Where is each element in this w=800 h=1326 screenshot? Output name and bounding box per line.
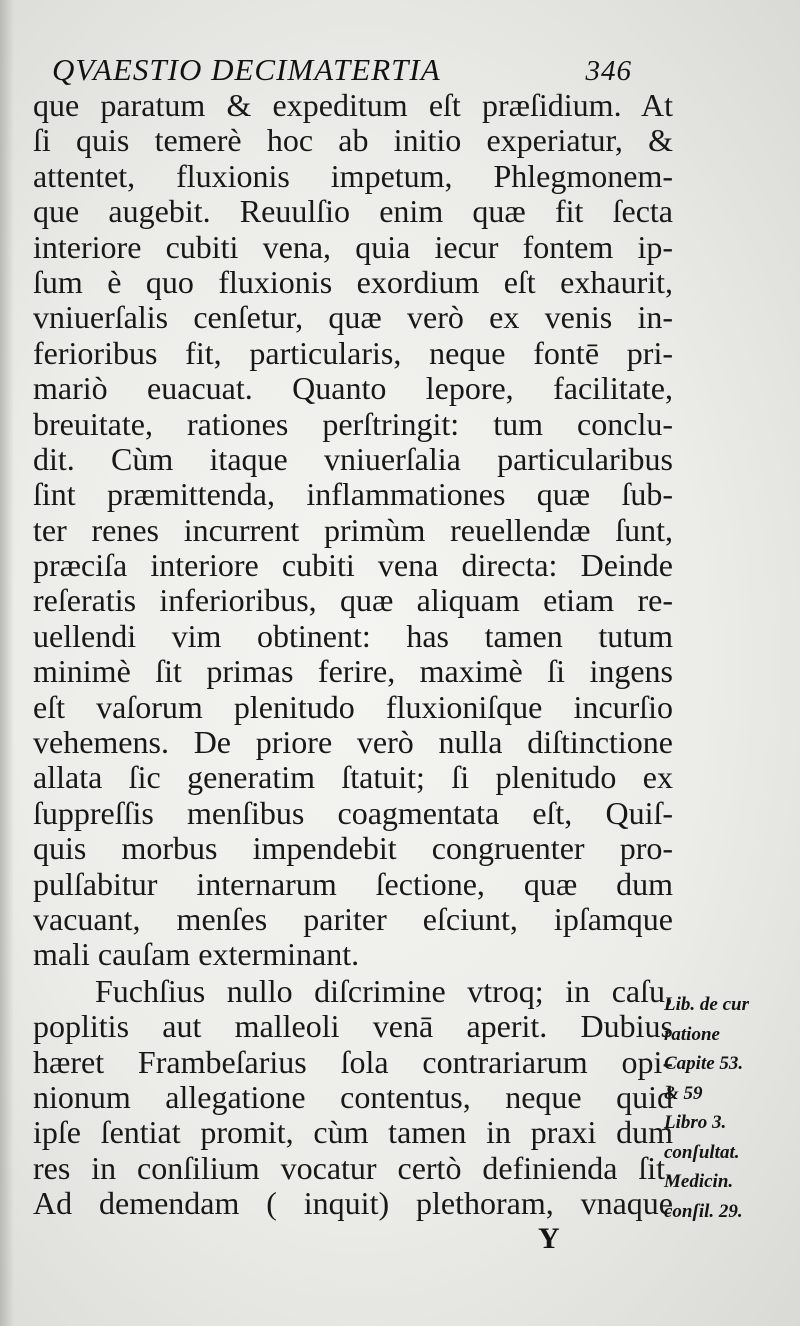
- text-line: interiore cubiti vena, quia iecur fontem ip-: [33, 228, 673, 265]
- text-line: ſi quis temerè hoc ab initio experiatur, &: [33, 122, 673, 159]
- marginal-note-line: conſultat.: [664, 1141, 740, 1163]
- marginal-note-line: Lib. de cur: [664, 994, 749, 1015]
- text-line: allata ſic generatim ſtatuit; ſi plenitudo ex: [33, 759, 673, 796]
- marginal-note: [664, 990, 800, 1226]
- paragraph-1: [33, 88, 673, 973]
- text-line: nionum allegatione contentus, neque quid: [33, 1078, 673, 1115]
- text-line: ſuppreſſis menſibus coagmentata eſt, Quiſ-: [33, 794, 673, 831]
- text-line: uellendi vim obtinent: has tamen tutum: [33, 617, 673, 654]
- text-line: reſeratis inferioribus, quæ aliquam etiam re-: [33, 582, 673, 619]
- text-line: ter renes incurrent primùm reuellendæ ſunt,: [33, 511, 673, 548]
- text-line: mali cauſam exterminant.: [33, 936, 360, 973]
- text-line: ſum è quo fluxionis exordium eſt exhaurit,: [33, 263, 673, 300]
- text-line: que paratum & expeditum eſt præſidium. At: [33, 87, 673, 123]
- text-line: minimè ſit primas ferire, maximè ſi ingens: [33, 653, 673, 690]
- marginal-note-line: & 59: [664, 1082, 703, 1104]
- page-number: 346: [585, 55, 632, 87]
- text-line: eſt vaſorum plenitudo fluxioniſque incurſio: [33, 688, 673, 725]
- running-title: QVAESTIO DECIMATERTIA: [52, 52, 441, 87]
- text-line: Fuchſius nullo diſcrimine vtroq; in caſu,: [95, 972, 673, 1009]
- text-line: vacuant, menſes pariter eſciunt, ipſamque: [33, 900, 673, 937]
- text-line: Ad demendam ( inquit) plethoram, vnaque: [33, 1185, 673, 1222]
- marginal-note-line: Libro 3.: [664, 1112, 727, 1133]
- signature-mark: Y: [538, 1222, 560, 1255]
- text-line: pulſabitur internarum ſectione, quæ dum: [33, 865, 673, 902]
- text-line: ferioribus fit, particularis, neque fontē pri-: [33, 334, 673, 371]
- text-line: vniuerſalis cenſetur, quæ verò ex venis in-: [33, 299, 673, 336]
- text-line: quis morbus impendebit congruenter pro-: [33, 830, 673, 867]
- text-line: que augebit. Reuulſio enim quæ fit ſecta: [33, 193, 673, 230]
- text-line: hæret Frambeſarius ſola contrariarum opi-: [33, 1043, 673, 1080]
- marginal-note-line: Capite 53.: [664, 1053, 744, 1074]
- body-text: [33, 88, 673, 1222]
- text-line: poplitis aut malleoli venā aperit. Dubius: [33, 1008, 673, 1045]
- running-header: [52, 52, 632, 88]
- text-line: mariò euacuat. Quanto lepore, facilitate,: [33, 370, 673, 407]
- page-edge-shadow: [0, 0, 14, 1326]
- text-line: vehemens. De priore verò nulla diſtinctione: [33, 724, 673, 761]
- text-line: breuitate, rationes perſtringit: tum conclu-: [33, 405, 673, 442]
- paragraph-2: [33, 974, 673, 1222]
- text-line: præciſa interiore cubiti vena directa: Deinde: [33, 547, 673, 584]
- marginal-note-line: Medicin.: [664, 1171, 734, 1192]
- text-line: dit. Cùm itaque vniuerſalia particularibus: [33, 440, 673, 477]
- marginal-note-line: conſil. 29.: [664, 1200, 743, 1222]
- marginal-note-line: ratione: [664, 1023, 720, 1045]
- text-line: ſint præmittenda, inflammationes quæ ſub-: [33, 476, 673, 513]
- text-line: res in conſilium vocatur certò definienda ſit.: [33, 1149, 673, 1186]
- text-line: attentet, fluxionis impetum, Phlegmonem-: [33, 157, 673, 194]
- text-line: ipſe ſentiat promit, cùm tamen in praxi dum: [33, 1114, 673, 1151]
